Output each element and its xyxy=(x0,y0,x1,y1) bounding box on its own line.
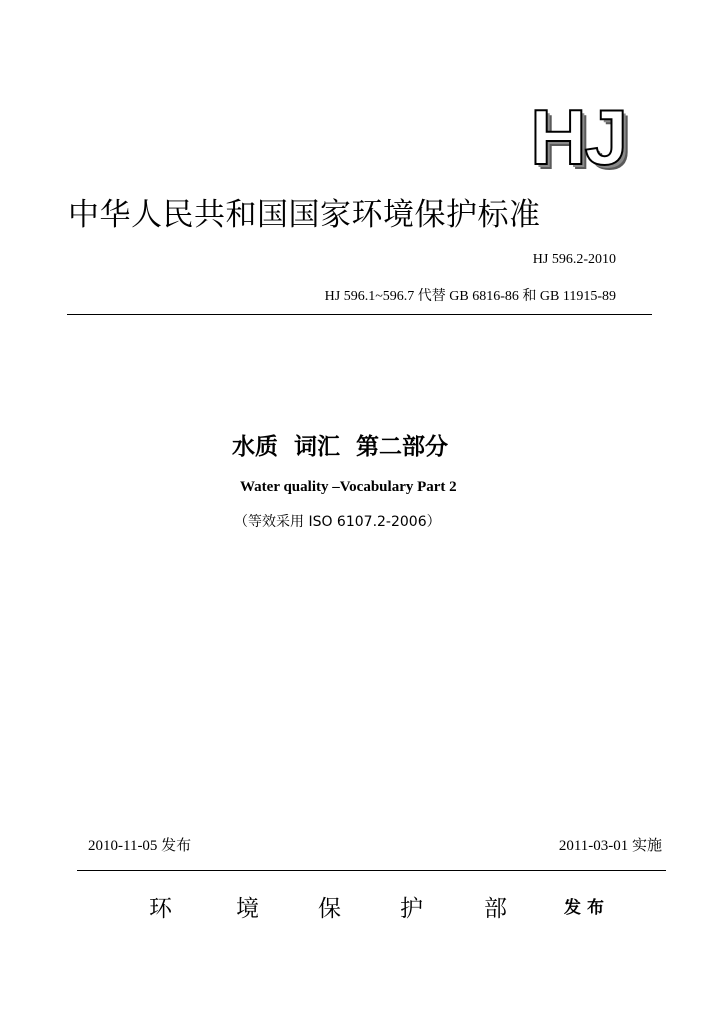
header-divider xyxy=(67,314,652,315)
implementation-date: 2011-03-01 实施 xyxy=(558,838,662,854)
document-title-chinese: 水质 词汇 第二部分 xyxy=(232,434,449,460)
publisher-action: 发布 xyxy=(564,898,610,918)
publisher-char: 护 xyxy=(400,896,423,922)
equivalence-note: （等效采用 ISO 6107.2-2006） xyxy=(234,514,441,530)
document-title-english: Water quality –Vocabulary Part 2 xyxy=(240,479,457,495)
publisher-char: 环 xyxy=(149,896,172,922)
publisher-char: 保 xyxy=(318,896,341,922)
replaces-note: HJ 596.1~596.7 代替 GB 6816-86 和 GB 11915-89 xyxy=(324,289,616,304)
hj-logo: HJ xyxy=(530,93,626,181)
issue-date: 2010-11-05 发布 xyxy=(88,838,192,854)
standard-number: HJ 596.2-2010 xyxy=(532,252,616,267)
standard-type-title: 中华人民共和国国家环境保护标准 xyxy=(68,197,541,233)
publisher-char: 部 xyxy=(484,896,507,922)
footer-divider xyxy=(77,870,666,871)
publisher-char: 境 xyxy=(236,896,259,922)
